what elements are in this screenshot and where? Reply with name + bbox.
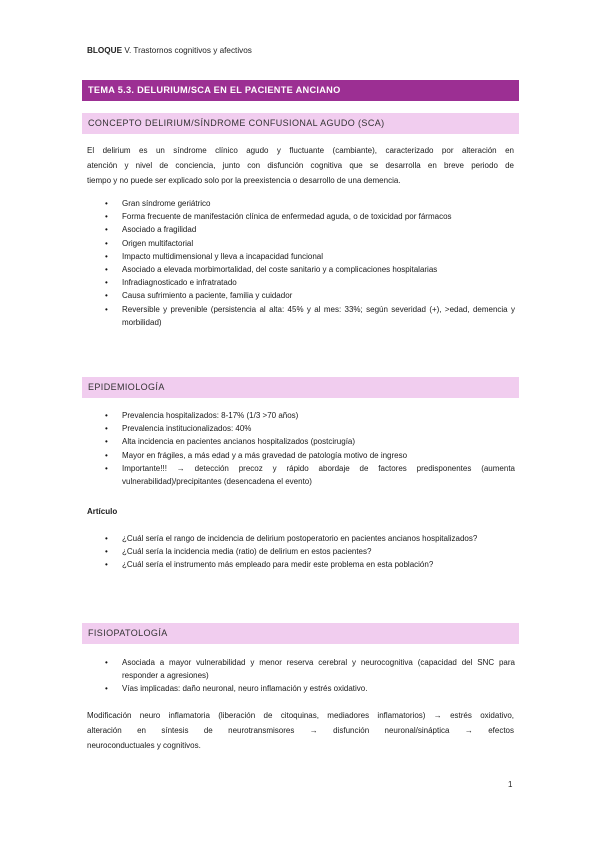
list-item xyxy=(105,449,515,462)
list-item-text: Alta incidencia en pacientes ancianos hospitalizados (postcirugía) xyxy=(122,437,356,447)
bullet-icon: • xyxy=(105,304,108,314)
paragraph-line: El delirium es un síndrome clínico agudo y fluctuante (cambiante), caracterizado por alteración en xyxy=(87,146,514,155)
bullet-icon: • xyxy=(105,212,108,222)
page-number: 1 xyxy=(508,780,513,789)
list-item-text: Infradiagnosticado e infratratado xyxy=(122,278,237,288)
list-item-text: Prevalencia hospitalizados: 8-17% (1/3 >70 años) xyxy=(122,411,299,420)
list-item-text: ¿Cuál sería el rango de incidencia de delirium postoperatorio en pacientes ancianos hospitalizados? xyxy=(122,534,478,543)
section-heading-concepto: CONCEPTO DELIRIUM/SÍNDROME CONFUSIONAL AGUDO (SCA) xyxy=(82,113,519,134)
list-item xyxy=(105,435,515,448)
list-item xyxy=(105,289,515,302)
list-item-text: Prevalencia institucionalizados: 40% xyxy=(122,424,252,434)
list-item xyxy=(105,682,515,695)
list-item xyxy=(105,210,515,223)
list-item-text: ¿Cuál sería la incidencia media (ratio) de delirium en estos pacientes? xyxy=(122,547,372,557)
bullet-icon: • xyxy=(105,411,108,420)
list-item-text: Origen multifactorial xyxy=(122,238,194,248)
section-heading-epidemiologia: EPIDEMIOLOGÍA xyxy=(82,377,519,398)
section-heading-fisiopatologia: FISIOPATOLOGÍA xyxy=(82,623,519,644)
topic-title: TEMA 5.3. DELURIUM/SCA EN EL PACIENTE ANCIANO xyxy=(82,80,519,101)
paragraph-line: Modificación neuro inflamatoria (liberación de citoquinas, mediadores inflamatorios) → estrés oxidativo, xyxy=(87,711,514,720)
bullet-icon: • xyxy=(105,199,108,208)
bullet-icon: • xyxy=(105,463,108,473)
list-item-text: Reversible y prevenible (persistencia al alta: 45% y al mes: 33%; según severidad (+), >edad, demencia y morbilidad) xyxy=(122,304,515,327)
list-item xyxy=(105,558,515,571)
list-item-text: Gran síndrome geriátrico xyxy=(122,199,211,208)
list-item xyxy=(105,656,515,682)
list-item xyxy=(105,197,515,210)
list-item-text: ¿Cuál sería el instrumento más empleado para medir este problema en esta población? xyxy=(122,560,434,570)
bullet-icon: • xyxy=(105,534,108,543)
list-item xyxy=(105,532,515,545)
bullet-icon: • xyxy=(105,238,108,248)
bullet-icon: • xyxy=(105,265,108,275)
list-item-text: Forma frecuente de manifestación clínica de enfermedad aguda, o de toxicidad por fármacos xyxy=(122,212,452,222)
bullet-icon: • xyxy=(105,278,108,288)
bullet-icon: • xyxy=(105,291,108,301)
list-item xyxy=(105,223,515,236)
bullet-icon: • xyxy=(105,424,108,434)
list-item-text: Mayor en frágiles, a más edad y a más gravedad de patología motivo de ingreso xyxy=(122,450,408,460)
fisiopatologia-bullet-list xyxy=(105,656,515,696)
list-item xyxy=(105,303,515,329)
list-item xyxy=(105,263,515,276)
paragraph-line: neuroconductuales y cognitivos. xyxy=(87,741,201,750)
bullet-icon: • xyxy=(105,547,108,557)
list-item-text: Impacto multidimensional y lleva a incapacidad funcional xyxy=(122,251,323,261)
running-header xyxy=(87,46,252,55)
list-item-text: Vías implicadas: daño neuronal, neuro inflamación y estrés oxidativo. xyxy=(122,684,368,694)
list-item-text: Causa sufrimiento a paciente, familia y cuidador xyxy=(122,291,293,301)
header-block-label: BLOQUE xyxy=(87,46,123,55)
list-item-text: Importante!!! → detección precoz y rápido abordaje de factores predisponentes (aumenta vulnerabilidad)/precipitantes (desencadena el evento) xyxy=(122,463,515,487)
fisiopatologia-paragraph xyxy=(87,708,514,753)
list-item xyxy=(105,250,515,263)
bullet-icon: • xyxy=(105,225,108,235)
paragraph-line: atención y nivel de conciencia, junto con disfunción cognitiva que se desarrolla en breve periodo de xyxy=(87,161,514,170)
articulo-label: Artículo xyxy=(87,507,118,516)
list-item xyxy=(105,422,515,435)
list-item xyxy=(105,237,515,250)
list-item xyxy=(105,409,515,422)
bullet-icon: • xyxy=(105,684,108,694)
bullet-icon: • xyxy=(105,658,108,667)
list-item xyxy=(105,462,515,488)
list-item-text: Asociado a fragilidad xyxy=(122,225,197,235)
bullet-icon: • xyxy=(105,251,108,261)
concepto-definition-paragraph xyxy=(87,143,514,188)
bullet-icon: • xyxy=(105,450,108,460)
articulo-question-list xyxy=(105,532,515,572)
list-item-text: Asociada a mayor vulnerabilidad y menor reserva cerebral y neurocognitiva (capacidad del SNC para responder a agresiones) xyxy=(122,658,515,681)
bullet-icon: • xyxy=(105,437,108,447)
header-subject: V. Trastornos cognitivos y afectivos xyxy=(124,46,252,55)
paragraph-line: tiempo y no puede ser explicado solo por la preexistencia o desarrollo de una demencia. xyxy=(87,176,401,185)
paragraph-line: alteración en síntesis de neurotransmisores → disfunción neuronal/sináptica → efectos xyxy=(87,726,514,735)
list-item-text: Asociado a elevada morbimortalidad, del coste sanitario y a complicaciones hospitalarias xyxy=(122,265,438,275)
epidemiologia-bullet-list xyxy=(105,409,515,488)
list-item xyxy=(105,276,515,289)
bullet-icon: • xyxy=(105,560,108,570)
list-item xyxy=(105,545,515,558)
concepto-bullet-list xyxy=(105,197,515,329)
